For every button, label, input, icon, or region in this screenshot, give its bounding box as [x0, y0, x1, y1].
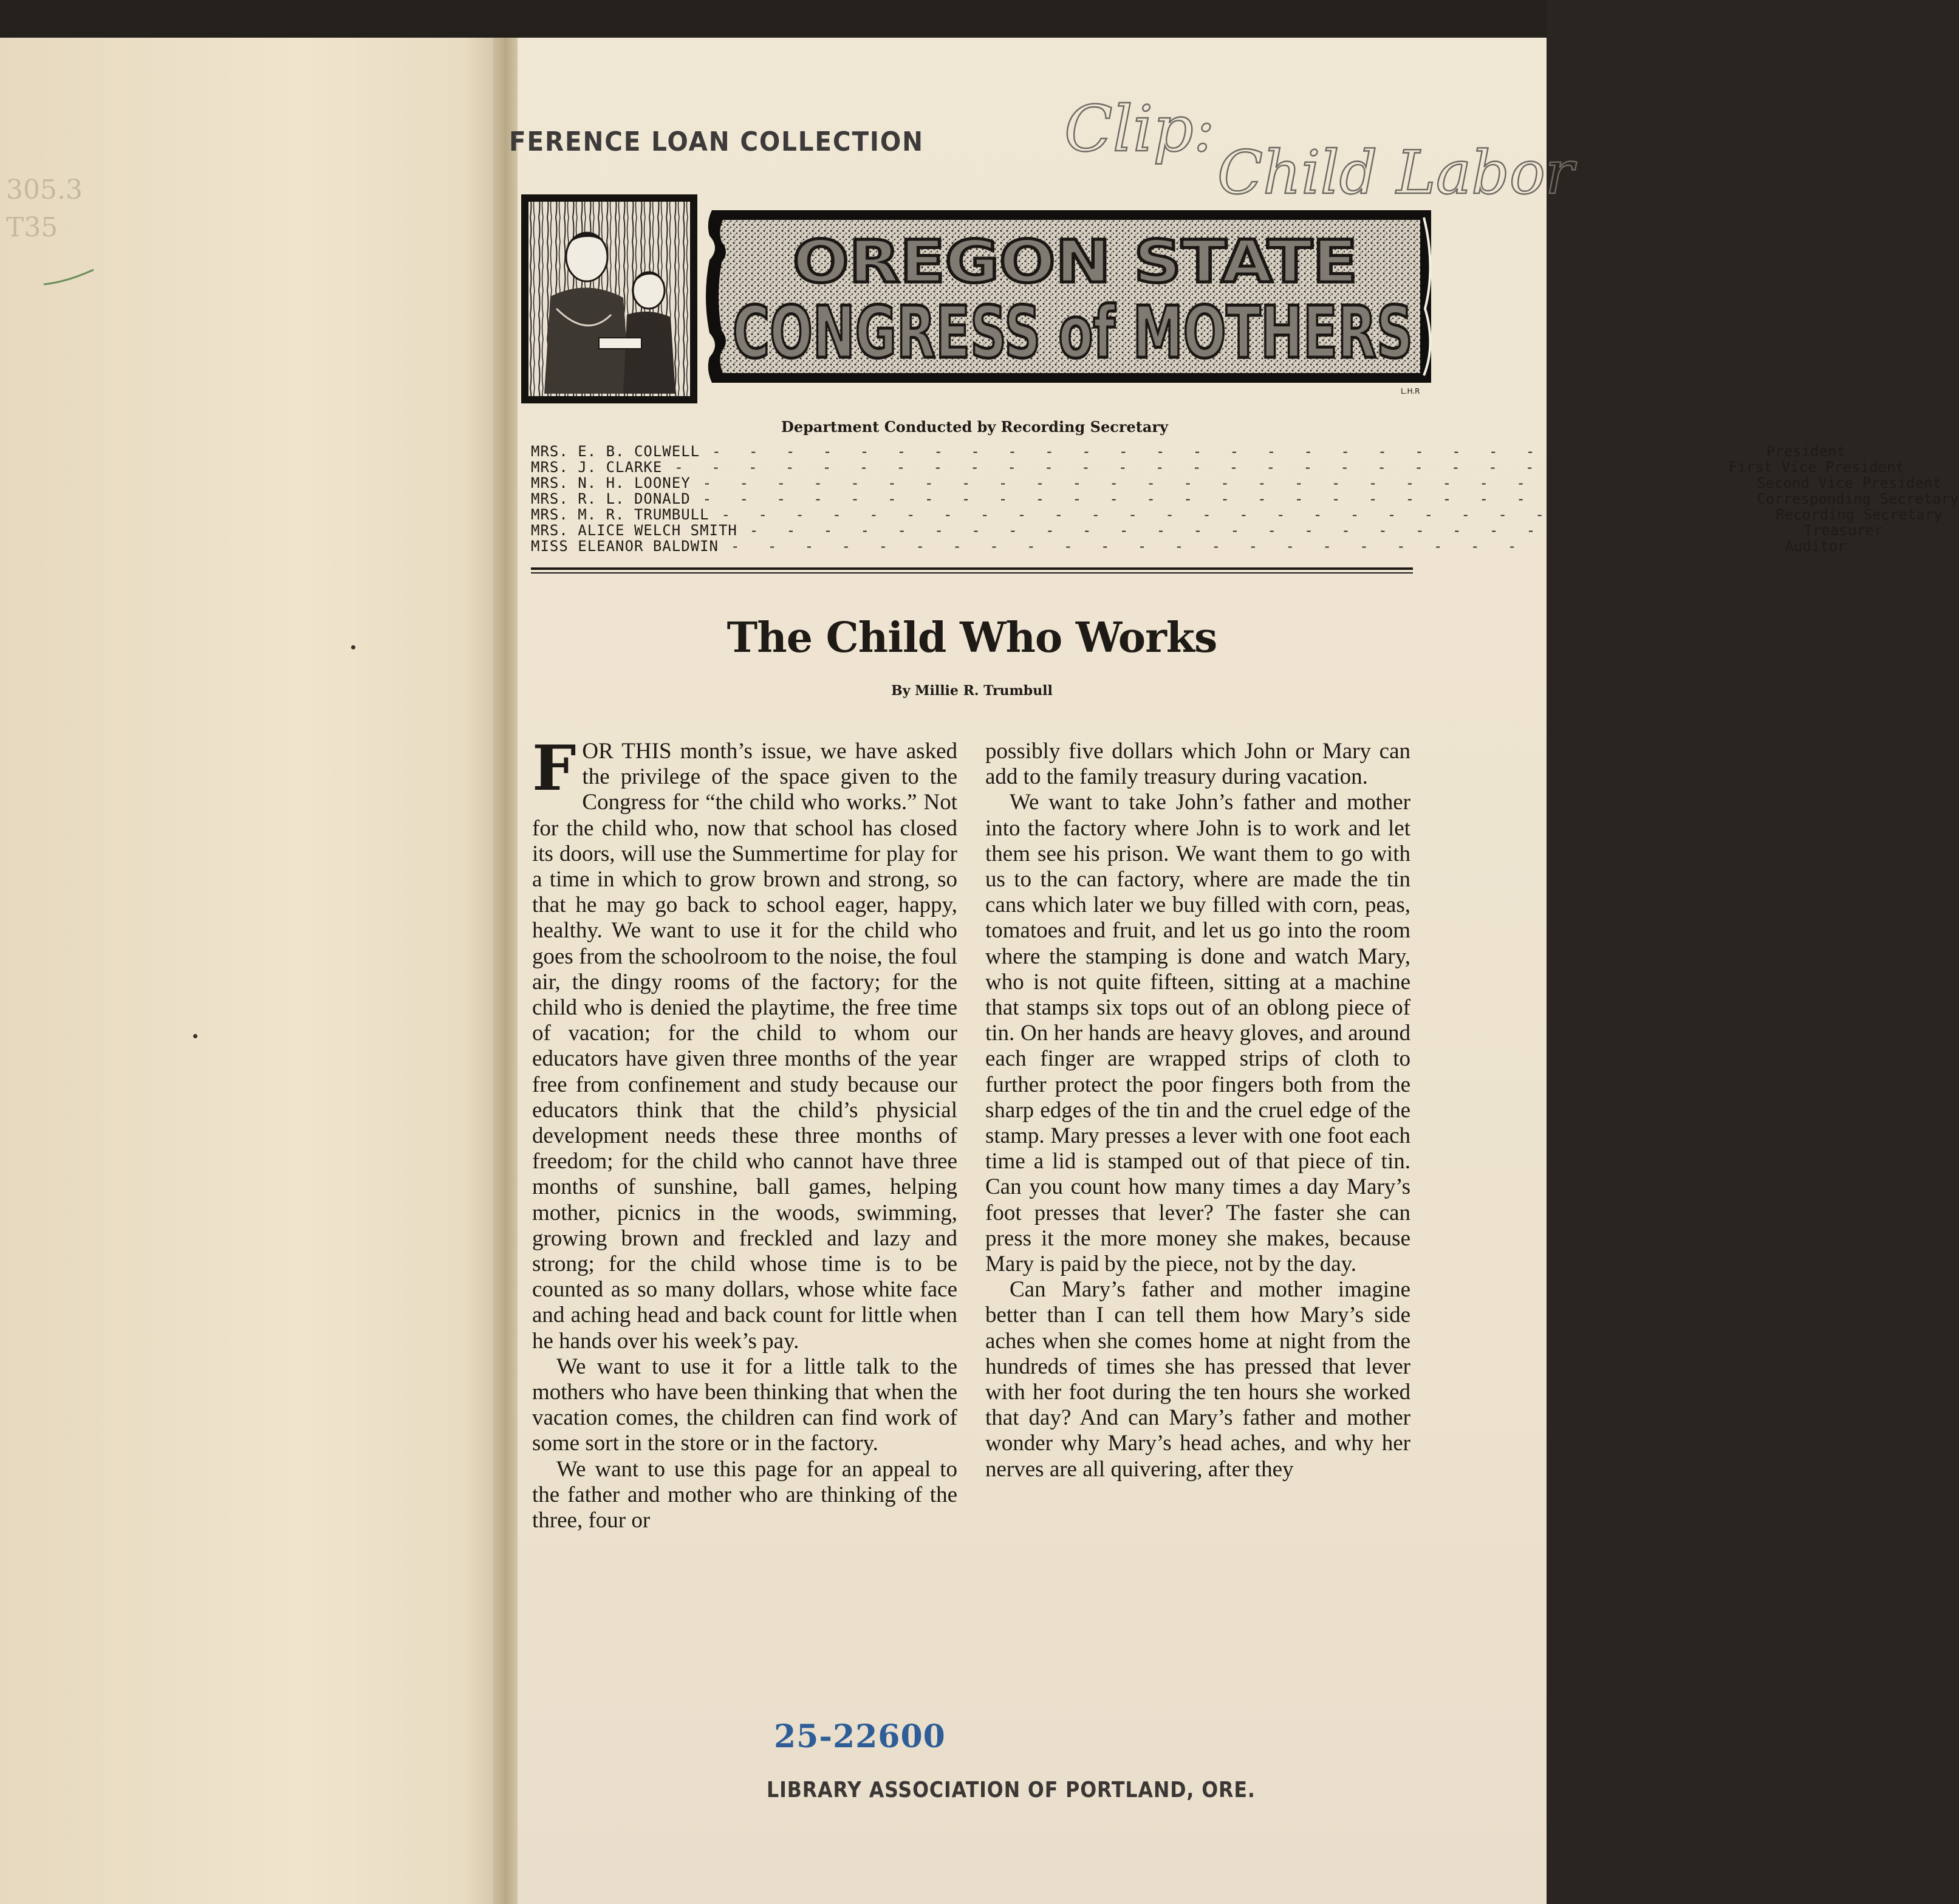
leader-dots: - - - - - - - - - - - - - - - - - - - - - - - - - - - - - [749, 522, 1804, 539]
leader-dots: - - - - - - - - - - - - - - - - - - - - - - - - - - - - - [712, 443, 1766, 460]
officer-list [531, 443, 1959, 555]
banner-title-line-1: OREGON STATE [793, 228, 1358, 296]
department-caption: Department Conducted by Recording Secretary [781, 418, 1168, 436]
mother-and-child-illustration [521, 194, 697, 403]
officer-role: Treasurer [1803, 522, 1883, 539]
paper-speck [351, 645, 355, 649]
article-paragraph [532, 732, 957, 1354]
officer-role: Recording Secretary [1776, 506, 1943, 523]
officer-row [531, 443, 1845, 460]
leader-dots: - - - - - - - - - - - - - - - - - - - - - - - - - - - - - [721, 506, 1776, 523]
article-paragraph: We want to take John’s father and mother into the factory where John is to work and let them see his prison. We want them to go with us to the can factory, where are made the tin cans which later we buy filled with corn, peas, tomatoes and fruit, and let us go into the room where the stamping is done and watch Mary, who is not quite fifteen, sitting at a machine that stamps six tops out of an oblong piece of tin. On her hands are heavy gloves, and around each finger are wrapped strips of cloth to further protect the poor fingers both from the sharp edges of the tin and the cruel edge of the stamp. Mary presses a lever with one foot each time a lid is stamped out of that piece of tin. Can you count how many times a day Mary’s foot presses that lever? The faster she can press it the more money she makes, because Mary is paid by the piece, not by the day. [985, 790, 1410, 1277]
article-column-right [985, 739, 1410, 1482]
officer-role: First Vice President [1728, 459, 1904, 476]
officer-row [531, 474, 1941, 491]
title-plaque [706, 210, 1431, 396]
officer-name: MRS. R. L. DONALD [531, 490, 691, 507]
officer-row [531, 506, 1943, 523]
handwritten-line-2: Child Labor [1217, 139, 1574, 208]
leader-dots: - - - - - - - - - - - - - - - - - - - - - - - - - - - - - [702, 490, 1757, 507]
paragraph-text: OR THIS month’s issue, we have asked the privilege of the space given to the Congress for “the child who works.” Not for the child who, now that school has closed its doors, will use the Summertime for play for a time in which to grow brown and strong, so that he may go back to school eager, happy, healthy. We want to use it for the child who goes from the schoolroom to the noise, the foul air, the dingy rooms of the factory; for the child who is denied the playtime, the free time of vacation; for the child to whom our educators have given three months of the year free from confinement and study because our educators think that the child’s physicial development needs these three months of freedom; for the child who cannot have three months of sunshine, ball games, helping mother, picnics in the woods, swimming, growing brown and freckled and lazy and strong; for the child whose time is to be counted as so many dollars, whose white face and aching head and back count for little when he hands over his week’s pay. [532, 739, 957, 1354]
article-column-left [532, 732, 957, 1533]
article-paragraph: We want to use this page for an appeal to the father and mother who are thinking of the three, four or [532, 1456, 957, 1533]
masthead-banner [520, 193, 1437, 407]
book-top-edge [0, 0, 1547, 38]
officer-row [531, 538, 1847, 555]
officer-name: MISS ELEANOR BALDWIN [531, 538, 719, 555]
pencil-check-mark [43, 269, 95, 287]
article-paragraph: Can Mary’s father and mother imagine better than I can tell them how Mary’s side aches when she comes home at night from the hundreds of times she has pressed that lever with her foot during the ten hours she worked that day? And can Mary’s father and mother wonder why Mary’s head aches, and why her nerves are all quivering, after they [985, 1277, 1410, 1482]
handwritten-line-1: Clip: [1064, 92, 1215, 166]
pencil-call-number: 305.3 T35 [6, 174, 83, 243]
officer-role: President [1766, 443, 1845, 460]
leader-dots: - - - - - - - - - - - - - - - - - - - - - - - - - - - - - [702, 474, 1757, 491]
officer-row [531, 459, 1904, 476]
left-blank-page [0, 38, 504, 1904]
officer-name: MRS. J. CLARKE [531, 459, 663, 476]
drop-cap: F [532, 732, 576, 805]
officer-role: Second Vice President [1757, 474, 1941, 491]
section-divider [531, 572, 1413, 574]
accession-number: 25-22600 [774, 1718, 946, 1755]
officer-role: Auditor [1785, 538, 1847, 555]
paper-speck [193, 1034, 197, 1038]
officer-role: Corresponding Secretary [1757, 490, 1959, 507]
officer-name: MRS. M. R. TRUMBULL [531, 506, 709, 523]
officer-name: MRS. E. B. COLWELL [531, 443, 700, 460]
officer-row [531, 522, 1883, 539]
article-byline: By Millie R. Trumbull [891, 683, 1053, 699]
article-title: The Child Who Works [727, 614, 1217, 662]
officer-name: MRS. N. H. LOONEY [531, 474, 691, 491]
artist-initials: L.H.R [1401, 387, 1420, 396]
library-ownership-stamp: LIBRARY ASSOCIATION OF PORTLAND, ORE. [767, 1778, 1256, 1803]
article-paragraph: possibly five dollars which John or Mary can add to the family treasury during vacation. [985, 739, 1410, 790]
section-divider [531, 567, 1413, 570]
banner-title-line-2: CONGRESS of MOTHERS [733, 290, 1413, 374]
reference-loan-stamp: FERENCE LOAN COLLECTION [509, 126, 924, 157]
officer-name: MRS. ALICE WELCH SMITH [531, 522, 737, 539]
officer-row [531, 490, 1959, 507]
leader-dots: - - - - - - - - - - - - - - - - - - - - - - - - - - - - - [674, 459, 1729, 476]
leader-dots: - - - - - - - - - - - - - - - - - - - - - - - - - - - - - [730, 538, 1785, 555]
article-paragraph: We want to use it for a little talk to the mothers who have been thinking that when the vacation comes, the children can find work of some sort in the store or in the factory. [532, 1354, 957, 1456]
